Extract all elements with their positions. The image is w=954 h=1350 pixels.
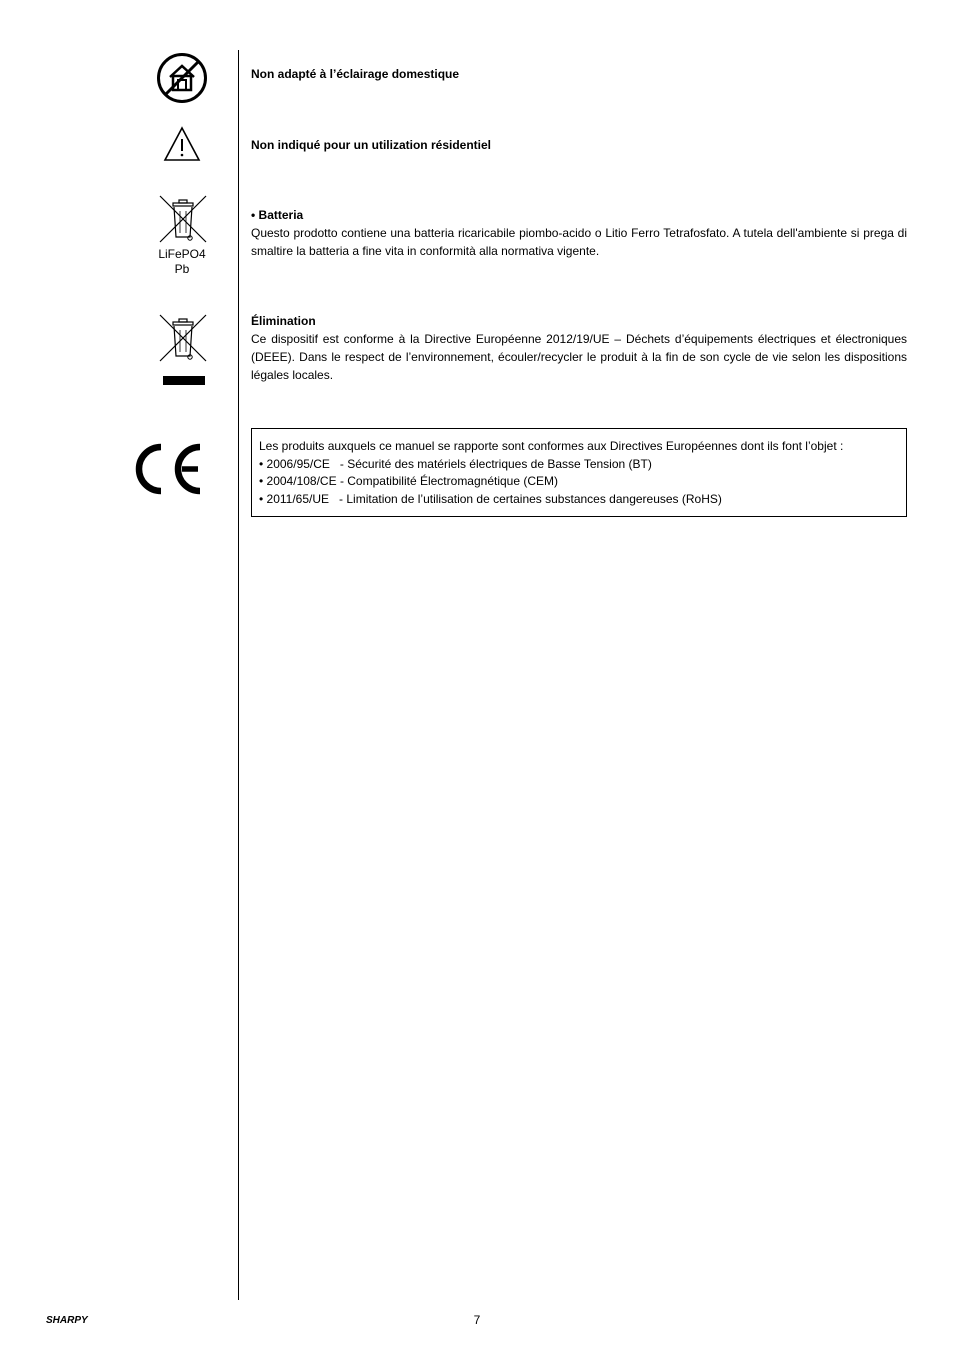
directive-row [259,456,899,474]
weee-bin-icon [157,312,209,388]
ce-intro: Les produits auxquels ce manuel se rapporte sont conformes aux Directives Européennes dont ils font l’objet : [259,439,844,453]
item-title-residential: Non indiqué pour un utilization résidentiel [251,138,491,152]
directive-desc: - Compatibilité Électromagnétique (CEM) [339,474,559,488]
directive-desc: - Sécurité des matériels électriques de Basse Tension (BT) [339,456,652,471]
footer-brand: SHARPY [46,1315,88,1326]
item-body-elimination: Ce dispositif est conforme à la Directive Européenne 2012/19/UE – Déchets d’équipements électriques et électroniques (DEEE). Dans le respect de l’environnement, écouler/recycler le produit à la fin de son cycle de vie selon les dispositions légales locales. [251,332,907,382]
directive-desc: - Limitation de l’utilisation de certaines substances dangereuses (RoHS) [339,491,722,506]
item-body-battery: Questo prodotto contiene una batteria ricaricabile piombo-acido o Litio Ferro Tetrafosfato. A tutela dell'ambiente si prega di smaltire la batteria a fine vita in conformità alla normativa vigente. [251,226,907,258]
item-title-domestic: Non adapté à l’éclairage domestique [251,67,460,81]
no-house-icon [156,52,208,104]
item-title-battery: • Batteria [251,208,304,222]
warning-triangle-icon [163,126,201,162]
directive-code: • 2006/95/CE [259,456,340,471]
directive-code: • 2011/65/UE [259,491,340,506]
directive-code: • 2004/108/CE [259,474,340,488]
page-number: 7 [473,1313,481,1327]
column-divider [238,50,239,1300]
ce-conformity-box [251,428,907,517]
ce-mark-icon [134,441,204,497]
item-title-elimination: Élimination [251,314,316,328]
battery-chem-label: LiFePO4 [158,247,206,261]
directive-row [259,473,899,491]
crossed-bin-battery-icon [157,193,209,245]
battery-chem-label: Pb [174,262,190,276]
directive-row [259,491,899,509]
